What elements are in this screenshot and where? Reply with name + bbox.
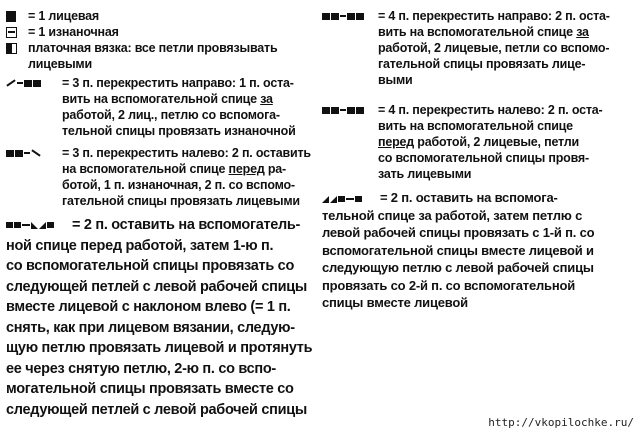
legend-entry-dec-left-2 [6, 215, 318, 420]
watermark-url: http://vkopilochke.ru/ [488, 416, 634, 429]
cross-left-4-symbol-icon [322, 103, 364, 117]
legend-entry-garter [6, 40, 318, 73]
legend-text-cross-left-4: = 4 п. перекрестить налево: 2 п. оста- вить на вспомогательной спице перед работой, 2 лицевые, петли со вспомогательной спицы провя- зать лицевыми [378, 103, 603, 181]
legend-text-knit: = 1 лицевая [28, 9, 100, 23]
cross-right-4-symbol-icon [322, 9, 364, 23]
legend-text-cross-right-4: = 4 п. перекрестить направо: 2 п. оста- вить на вспомогательной спице за работой, 2 лицевые, петли со вспомо- гательной спицы провязать лице- выми [378, 9, 610, 87]
legend-right-column [322, 8, 634, 312]
legend-entry-cross-left-4 [322, 102, 634, 188]
legend-text-dec-right-2: = 2 п. оставить на вспомога- тельной спице за работой, затем петлю с левой рабочей спицы провязать с 1-й п. со вспомогательной спицы вместе лицевой и следующую петлю с левой рабочей спицы провязать со 2-й п. со вспомогательной спицы вместе лицевой [322, 190, 595, 310]
legend-entry-purl [6, 24, 318, 40]
legend-left-column [6, 8, 318, 420]
dec-left-2-symbol-icon [6, 218, 54, 232]
dec-right-2-symbol-icon [322, 192, 362, 206]
legend-text-cross-left-3: = 3 п. перекрестить налево: 2 п. оставить на вспомогательной спице перед ра- ботой, 1 п. изнаночная, 2 п. со вспомо- гательной спицы провязать лицевыми [62, 146, 311, 208]
purl-symbol-icon [6, 25, 17, 39]
legend-entry-dec-right-2 [322, 189, 634, 312]
legend-entry-cross-right-3 [6, 75, 318, 145]
legend-text-dec-left-2: = 2 п. оставить на вспомогатель- ной спице перед работой, затем 1-ю п. со вспомогательной спицы провязать со следующей петлей с левой рабочей спицы вместе лицевой с наклоном влево (= 1 п. снять, как при лицевом вязании, следую- щую петлю провязать лицевой и протянуть ее через снятую петлю, 2-ю п. со вспо- могательной спицы провязать вместе со следующей петлей с левой рабочей спицы [6, 217, 313, 418]
cross-left-3-symbol-icon [6, 146, 41, 160]
knit-symbol-icon [6, 9, 16, 23]
legend-entry-cross-left-3 [6, 145, 318, 213]
legend-entry-cross-right-4 [322, 8, 634, 94]
legend-text-purl: = 1 изнаночная [28, 25, 119, 39]
legend-entry-knit [6, 8, 318, 24]
garter-stitch-symbol-icon [6, 41, 17, 55]
legend-text-garter: платочная вязка: все петли провязывать лицевыми [28, 41, 278, 71]
legend-text-cross-right-3: = 3 п. перекрестить направо: 1 п. оста- вить на вспомогательной спице за работой, 2 лиц., петлю со вспомога- тельной спицы провязать изнаночной [62, 76, 296, 138]
cross-right-3-symbol-icon [6, 76, 41, 90]
